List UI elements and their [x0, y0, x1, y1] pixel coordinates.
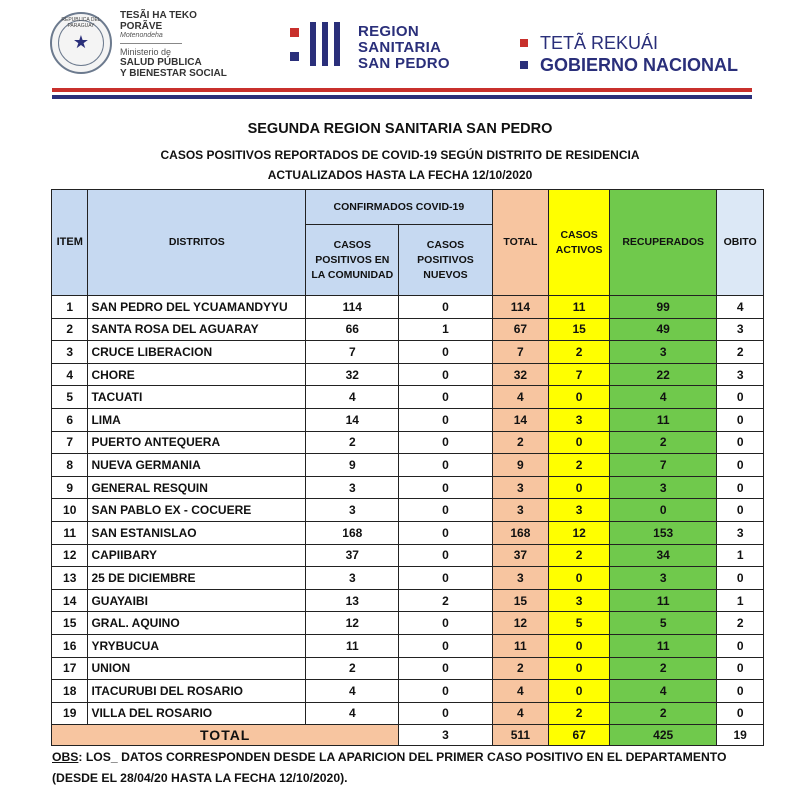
table-row	[52, 680, 764, 703]
cell-total: 11	[492, 634, 549, 657]
cell-total: 9	[492, 454, 549, 477]
cell-comunidad: 2	[306, 657, 399, 680]
cell-item: 14	[52, 589, 88, 612]
cell-comunidad: 32	[306, 363, 399, 386]
cell-item: 11	[52, 521, 88, 544]
cell-distrito: CRUCE LIBERACION	[88, 341, 306, 364]
table-row	[52, 567, 764, 590]
header-obito: OBITO	[717, 190, 764, 296]
blue-square-icon	[290, 52, 299, 61]
ministry-line1: TESÃI HA TEKO	[120, 10, 197, 21]
total-obito: 19	[717, 725, 764, 746]
cell-item: 6	[52, 408, 88, 431]
document-subtitle: CASOS POSITIVOS REPORTADOS DE COVID-19 SEGÚN DISTRITO DE RESIDENCIA	[160, 148, 640, 162]
cell-activos: 3	[549, 408, 610, 431]
cell-recuperados: 0	[610, 499, 717, 522]
cell-nuevos: 0	[399, 408, 492, 431]
cell-activos: 0	[549, 634, 610, 657]
header-nuevos: CASOS POSITIVOS NUEVOS	[399, 225, 492, 296]
cell-comunidad: 2	[306, 431, 399, 454]
cell-total: 3	[492, 567, 549, 590]
cell-recuperados: 34	[610, 544, 717, 567]
national-seal-logo	[50, 12, 112, 74]
cell-comunidad: 7	[306, 341, 399, 364]
table-row	[52, 544, 764, 567]
total-row	[52, 725, 764, 746]
table-row	[52, 363, 764, 386]
cell-recuperados: 3	[610, 476, 717, 499]
cell-recuperados: 3	[610, 567, 717, 590]
cell-item: 3	[52, 341, 88, 364]
cell-distrito: SAN ESTANISLAO	[88, 521, 306, 544]
cell-comunidad: 3	[306, 499, 399, 522]
cell-obito: 3	[717, 318, 764, 341]
cell-obito: 0	[717, 476, 764, 499]
blue-square-icon	[520, 61, 528, 69]
cell-total: 4	[492, 680, 549, 703]
cell-distrito: GENERAL RESQUIN	[88, 476, 306, 499]
cell-obito: 0	[717, 567, 764, 590]
table-row	[52, 521, 764, 544]
cell-nuevos: 0	[399, 634, 492, 657]
cell-total: 4	[492, 386, 549, 409]
cell-total: 67	[492, 318, 549, 341]
cell-obito: 1	[717, 544, 764, 567]
cell-total: 2	[492, 431, 549, 454]
cell-comunidad: 168	[306, 521, 399, 544]
cell-recuperados: 11	[610, 408, 717, 431]
gov-line2: GOBIERNO NACIONAL	[540, 55, 738, 75]
cell-recuperados: 11	[610, 634, 717, 657]
cell-nuevos: 0	[399, 567, 492, 590]
cell-activos: 0	[549, 657, 610, 680]
cell-total: 3	[492, 476, 549, 499]
cell-activos: 3	[549, 499, 610, 522]
cell-distrito: CAPIIBARY	[88, 544, 306, 567]
cell-comunidad: 3	[306, 476, 399, 499]
cell-obito: 3	[717, 363, 764, 386]
table-row	[52, 431, 764, 454]
logo-bar	[322, 22, 328, 66]
cell-recuperados: 5	[610, 612, 717, 635]
cell-total: 32	[492, 363, 549, 386]
cell-nuevos: 0	[399, 476, 492, 499]
cell-distrito: SAN PEDRO DEL YCUAMANDYYU	[88, 296, 306, 319]
cell-obito: 0	[717, 386, 764, 409]
red-square-icon	[520, 39, 528, 47]
cell-total: 4	[492, 702, 549, 725]
cell-total: 7	[492, 341, 549, 364]
header-confirmados: CONFIRMADOS COVID-19	[306, 190, 492, 225]
cell-comunidad: 4	[306, 702, 399, 725]
cell-recuperados: 2	[610, 431, 717, 454]
cell-nuevos: 0	[399, 296, 492, 319]
cell-activos: 0	[549, 476, 610, 499]
cell-total: 14	[492, 408, 549, 431]
cell-activos: 11	[549, 296, 610, 319]
document-date-line: ACTUALIZADOS HASTA LA FECHA 12/10/2020	[267, 168, 533, 182]
cell-obito: 0	[717, 680, 764, 703]
table-row	[52, 499, 764, 522]
ministry-line2: PORÃVE	[120, 21, 163, 32]
total-nuevos: 3	[399, 725, 492, 746]
header-item: ITEM	[52, 190, 88, 296]
cell-recuperados: 3	[610, 341, 717, 364]
cell-recuperados: 4	[610, 386, 717, 409]
table-row	[52, 454, 764, 477]
cell-item: 12	[52, 544, 88, 567]
cell-item: 4	[52, 363, 88, 386]
cell-distrito: ITACURUBI DEL ROSARIO	[88, 680, 306, 703]
total-total: 511	[492, 725, 549, 746]
cell-comunidad: 9	[306, 454, 399, 477]
cell-item: 13	[52, 567, 88, 590]
logo-bar	[334, 22, 340, 66]
cell-distrito: SAN PABLO EX - COCUERE	[88, 499, 306, 522]
header-total: TOTAL	[492, 190, 549, 296]
cell-item: 18	[52, 680, 88, 703]
table-row	[52, 634, 764, 657]
cell-item: 2	[52, 318, 88, 341]
cell-nuevos: 0	[399, 657, 492, 680]
logo-bar	[310, 22, 316, 66]
cell-activos: 0	[549, 386, 610, 409]
cell-comunidad: 37	[306, 544, 399, 567]
table-row	[52, 612, 764, 635]
cell-comunidad: 114	[306, 296, 399, 319]
cell-nuevos: 0	[399, 431, 492, 454]
cell-obito: 0	[717, 408, 764, 431]
cell-activos: 2	[549, 454, 610, 477]
cell-comunidad: 13	[306, 589, 399, 612]
cell-distrito: YRYBUCUA	[88, 634, 306, 657]
cell-recuperados: 22	[610, 363, 717, 386]
cell-obito: 2	[717, 341, 764, 364]
cell-nuevos: 0	[399, 521, 492, 544]
cell-recuperados: 11	[610, 589, 717, 612]
cell-nuevos: 2	[399, 589, 492, 612]
total-label: TOTAL	[52, 725, 399, 746]
cell-recuperados: 153	[610, 521, 717, 544]
cell-item: 10	[52, 499, 88, 522]
cell-recuperados: 49	[610, 318, 717, 341]
ministry-divider	[120, 43, 182, 44]
table-row	[52, 341, 764, 364]
obs-text: : LOS_ DATOS CORRESPONDEN DESDE LA APARICION DEL PRIMER CASO POSITIVO EN EL DEPARTAMENTO (DESDE EL 28/04/20 HASTA LA FECHA 12/10/2020).	[52, 750, 727, 785]
cell-item: 8	[52, 454, 88, 477]
cell-nuevos: 0	[399, 363, 492, 386]
cell-recuperados: 2	[610, 702, 717, 725]
cell-obito: 0	[717, 454, 764, 477]
cell-comunidad: 66	[306, 318, 399, 341]
cell-distrito: GRAL. AQUINO	[88, 612, 306, 635]
cell-total: 114	[492, 296, 549, 319]
cell-nuevos: 0	[399, 544, 492, 567]
cell-obito: 0	[717, 657, 764, 680]
header-distritos: DISTRITOS	[88, 190, 306, 296]
cell-comunidad: 11	[306, 634, 399, 657]
table-body	[52, 296, 764, 725]
document-title: SEGUNDA REGION SANITARIA SAN PEDRO	[247, 121, 553, 137]
table-row	[52, 657, 764, 680]
cell-total: 12	[492, 612, 549, 635]
cell-activos: 2	[549, 702, 610, 725]
cell-recuperados: 7	[610, 454, 717, 477]
cell-comunidad: 14	[306, 408, 399, 431]
cell-distrito: 25 DE DICIEMBRE	[88, 567, 306, 590]
region-logo-text	[358, 24, 450, 72]
cell-distrito: PUERTO ANTEQUERA	[88, 431, 306, 454]
cell-comunidad: 4	[306, 680, 399, 703]
cell-total: 37	[492, 544, 549, 567]
cell-nuevos: 0	[399, 454, 492, 477]
region-line1: REGION	[358, 23, 419, 40]
cell-obito: 1	[717, 589, 764, 612]
header-recuperados: RECUPERADOS	[610, 190, 717, 296]
table-row	[52, 702, 764, 725]
cell-distrito: GUAYAIBI	[88, 589, 306, 612]
cell-obito: 0	[717, 431, 764, 454]
cell-distrito: NUEVA GERMANIA	[88, 454, 306, 477]
cell-activos: 7	[549, 363, 610, 386]
cell-item: 7	[52, 431, 88, 454]
cell-obito: 0	[717, 499, 764, 522]
total-activos: 67	[549, 725, 610, 746]
ministry-line3: Motenondeha	[120, 32, 163, 39]
cell-total: 15	[492, 589, 549, 612]
star-icon: ★	[72, 32, 90, 52]
header-comunidad: CASOS POSITIVOS EN LA COMUNIDAD	[306, 225, 399, 296]
cell-distrito: LIMA	[88, 408, 306, 431]
table-row	[52, 476, 764, 499]
cell-item: 1	[52, 296, 88, 319]
cell-nuevos: 0	[399, 499, 492, 522]
cell-obito: 0	[717, 634, 764, 657]
cell-obito: 2	[717, 612, 764, 635]
region-line2: SANITARIA	[358, 39, 442, 56]
header-activos: CASOS ACTIVOS	[549, 190, 610, 296]
table-row	[52, 296, 764, 319]
cell-obito: 3	[717, 521, 764, 544]
cell-recuperados: 2	[610, 657, 717, 680]
cell-item: 15	[52, 612, 88, 635]
cell-nuevos: 0	[399, 341, 492, 364]
cell-distrito: UNION	[88, 657, 306, 680]
cell-activos: 15	[549, 318, 610, 341]
cell-activos: 0	[549, 431, 610, 454]
ministry-line5: SALUD PÚBLICA	[120, 57, 202, 68]
red-square-icon	[290, 28, 299, 37]
covid-cases-table	[51, 189, 764, 746]
table-row	[52, 589, 764, 612]
cell-nuevos: 0	[399, 386, 492, 409]
cell-item: 9	[52, 476, 88, 499]
ministry-logo-text	[120, 10, 250, 79]
obs-label: OBS	[52, 750, 79, 764]
cell-activos: 0	[549, 680, 610, 703]
cell-item: 17	[52, 657, 88, 680]
cell-total: 2	[492, 657, 549, 680]
cell-nuevos: 0	[399, 612, 492, 635]
cell-item: 19	[52, 702, 88, 725]
cell-obito: 0	[717, 702, 764, 725]
cell-activos: 3	[549, 589, 610, 612]
cell-distrito: CHORE	[88, 363, 306, 386]
cell-nuevos: 0	[399, 702, 492, 725]
ministry-line4: Ministerio de	[120, 47, 172, 57]
cell-obito: 4	[717, 296, 764, 319]
cell-recuperados: 4	[610, 680, 717, 703]
page-header	[0, 0, 800, 92]
table-row	[52, 386, 764, 409]
ministry-line6: Y BIENESTAR SOCIAL	[120, 68, 227, 79]
total-recuperados: 425	[610, 725, 717, 746]
cell-activos: 5	[549, 612, 610, 635]
cell-comunidad: 3	[306, 567, 399, 590]
cell-distrito: SANTA ROSA DEL AGUARAY	[88, 318, 306, 341]
region-line3: SAN PEDRO	[358, 55, 450, 72]
cell-nuevos: 0	[399, 680, 492, 703]
cell-activos: 2	[549, 341, 610, 364]
cell-item: 16	[52, 634, 88, 657]
cell-recuperados: 99	[610, 296, 717, 319]
cell-total: 3	[492, 499, 549, 522]
gov-line1: TETÃ REKUÁI	[540, 33, 659, 53]
table-row	[52, 318, 764, 341]
table-row	[52, 408, 764, 431]
cell-item: 5	[52, 386, 88, 409]
cell-comunidad: 12	[306, 612, 399, 635]
cell-activos: 12	[549, 521, 610, 544]
seal-text: REPUBLICA DEL PARAGUAY	[61, 17, 101, 29]
cell-total: 168	[492, 521, 549, 544]
cell-nuevos: 1	[399, 318, 492, 341]
cell-comunidad: 4	[306, 386, 399, 409]
cell-distrito: TACUATI	[88, 386, 306, 409]
cell-activos: 0	[549, 567, 610, 590]
cell-distrito: VILLA DEL ROSARIO	[88, 702, 306, 725]
header-stripe-blue	[52, 95, 752, 99]
observation-note	[52, 747, 762, 789]
cell-activos: 2	[549, 544, 610, 567]
